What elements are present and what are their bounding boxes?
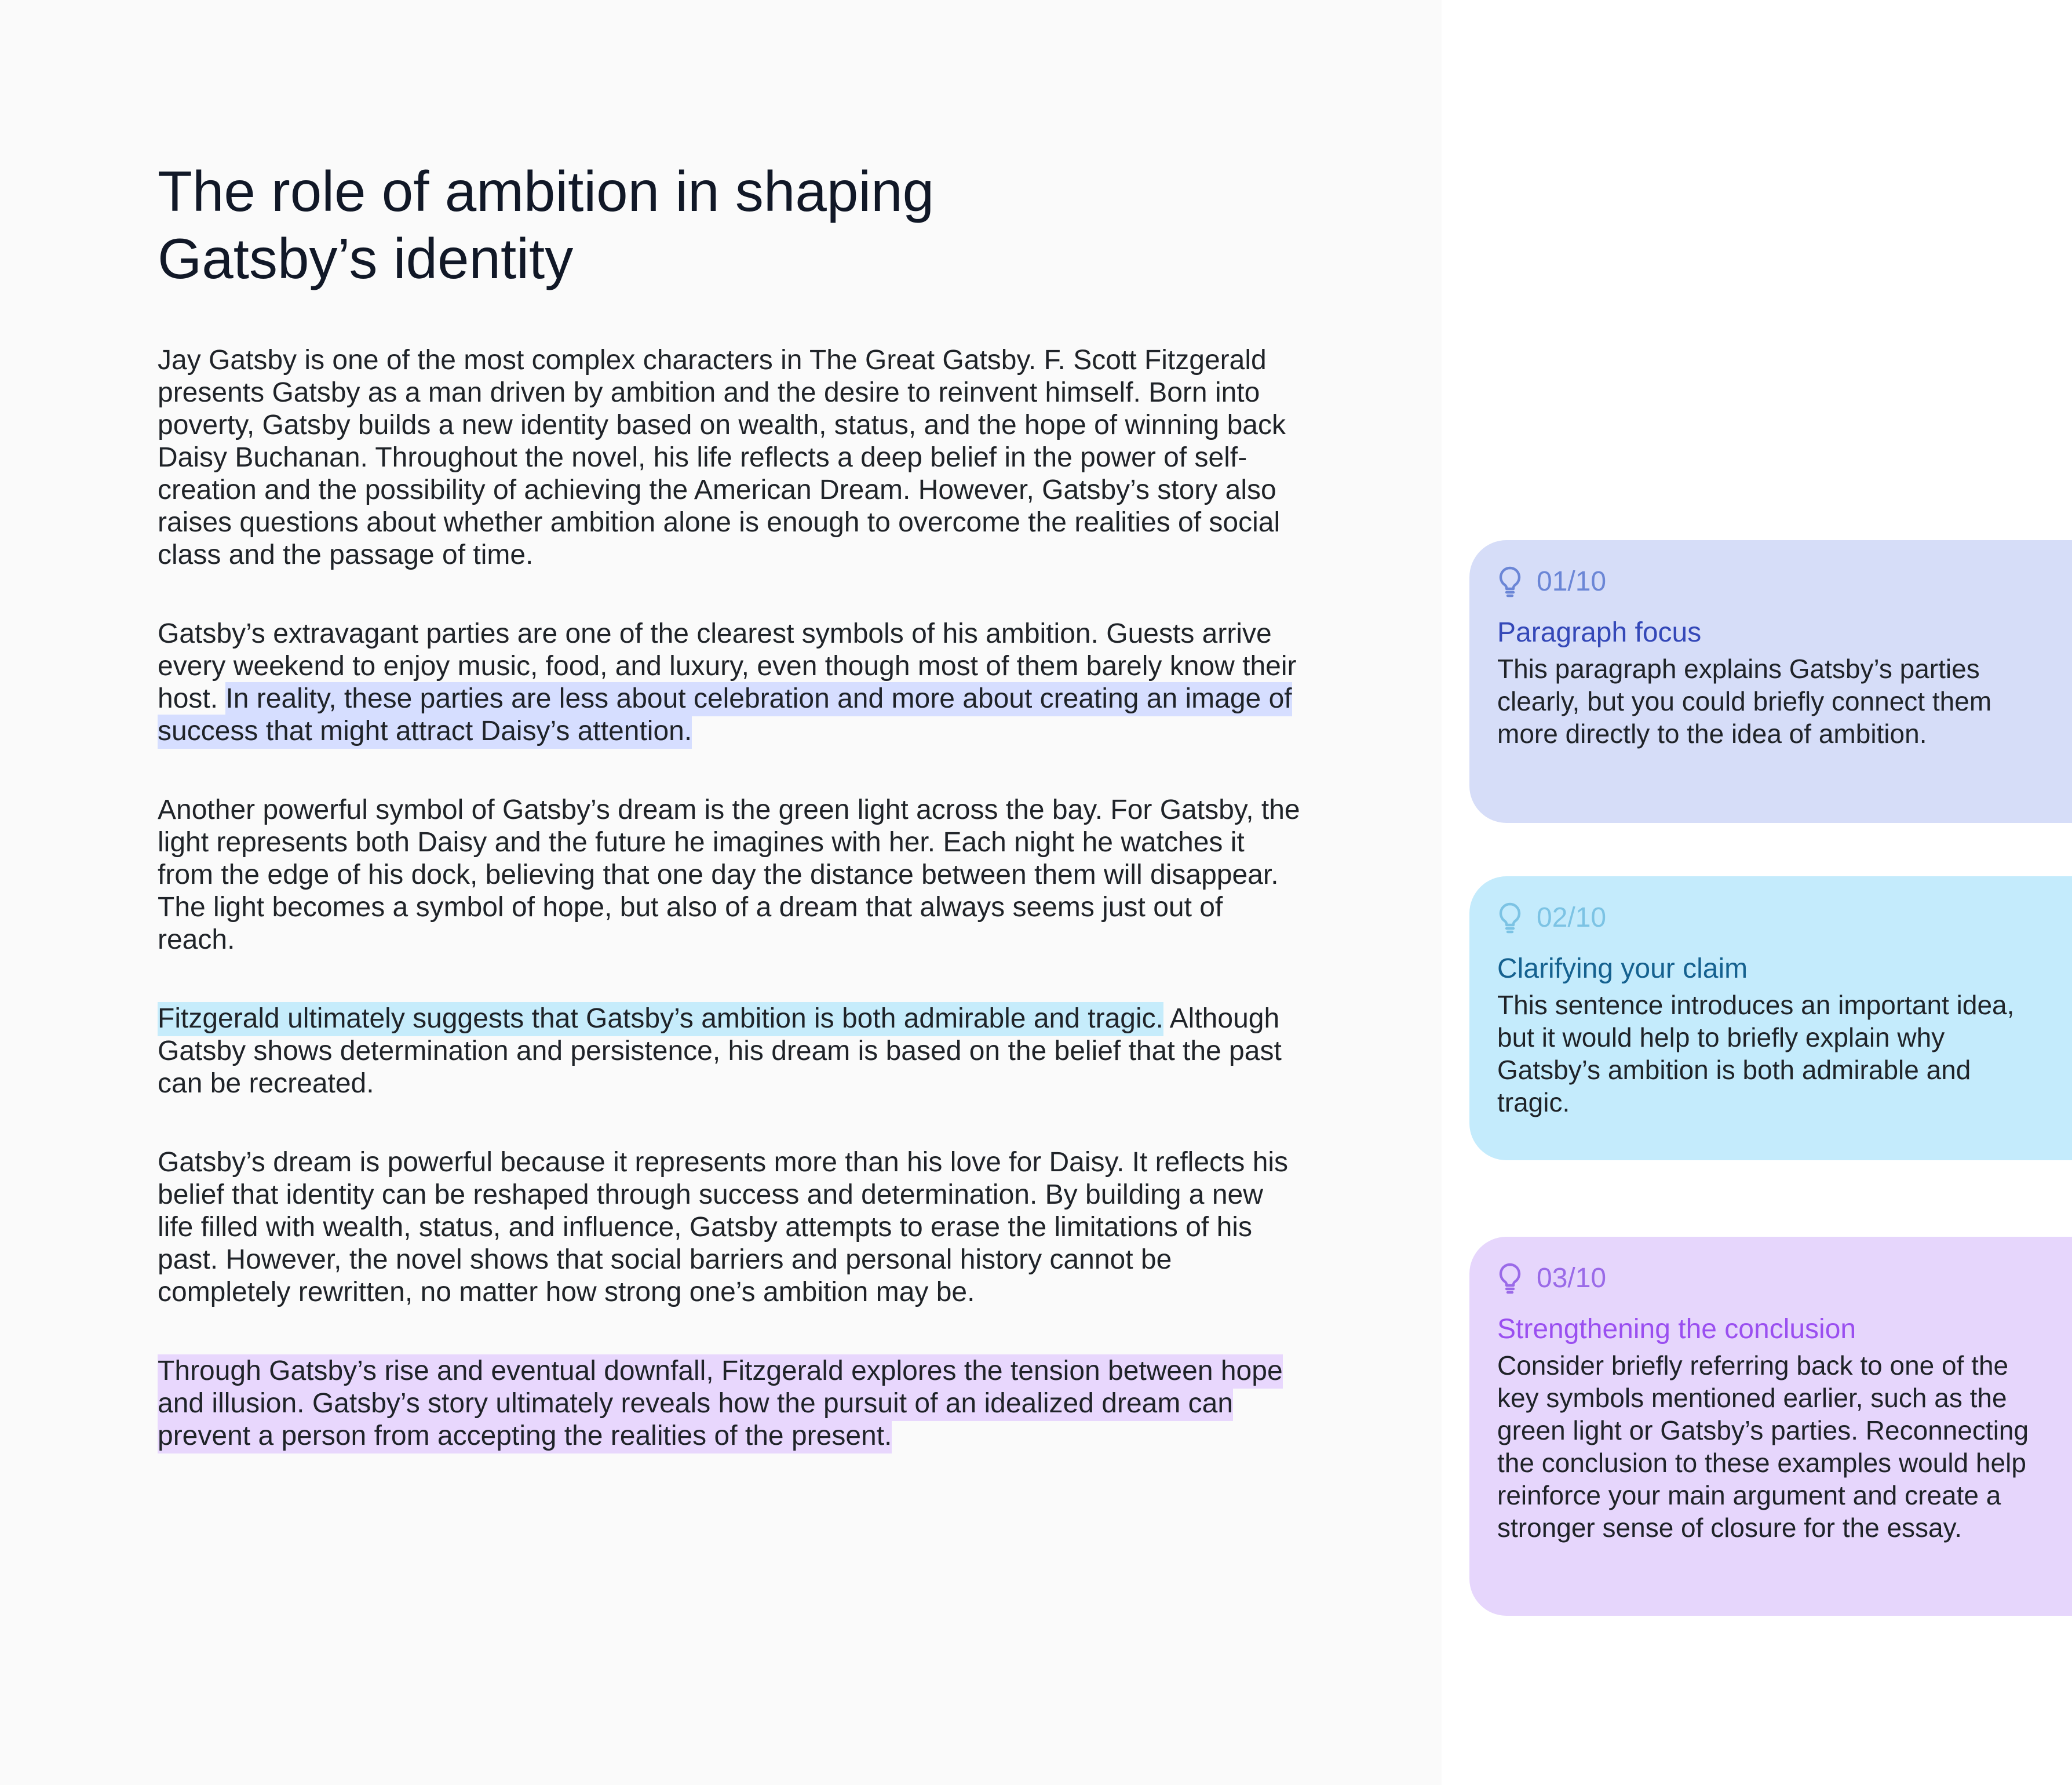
card-title: Clarifying your claim <box>1497 953 1748 984</box>
paragraph-text: Gatsby’s extravagant parties are one of the clearest symbols of his ambition. Guests arrive every weekend to enjoy music, food, and luxury, even though most of them barely know their host. <box>158 618 1297 714</box>
card-title: Strengthening the conclusion <box>1497 1314 1856 1345</box>
card-counter: 02/10 <box>1537 902 1607 933</box>
essay-paragraph-4 <box>158 1003 1305 1100</box>
essay-paragraph-1: Jay Gatsby is one of the most complex characters in The Great Gatsby. F. Scott Fitzgerald presents Gatsby as a man driven by ambition and the desire to reinvent himself. Born into poverty, Gatsby builds a new identity based on wealth, status, and the hope of winning back Daisy Buchanan. Throughout the novel, his life reflects a deep belief in the power of self-creation and the possibility of achieving the American Dream. However, Gatsby’s story also raises questions about whether ambition alone is enough to overcome the realities of social class and the passage of time. <box>158 345 1286 570</box>
card-header <box>1497 899 2044 937</box>
essay-paragraph-6 <box>158 1355 1305 1452</box>
card-header <box>1497 1260 2044 1297</box>
lightbulb-icon <box>1497 1262 1523 1295</box>
highlighted-sentence-1[interactable]: In reality, these parties are less about celebration and more about creating an image of success that might attract Daisy’s attention. <box>158 682 1292 749</box>
card-counter: 03/10 <box>1537 1263 1607 1294</box>
card-body: Consider briefly referring back to one of the key symbols mentioned earlier, such as the green light or Gatsby’s parties. Reconnecting the conclusion to these examples would help reinforce your main argument and create a stronger sense of closure for the essay. <box>1497 1350 2029 1543</box>
card-header <box>1497 563 2044 600</box>
essay-title: The role of ambition in shaping Gatsby’s identity <box>158 159 935 290</box>
feedback-card-2[interactable] <box>1469 876 2072 1160</box>
feedback-card-3[interactable] <box>1469 1237 2072 1616</box>
card-body: This sentence introduces an important idea, but it would help to briefly explain why Gatsby’s ambition is both admirable and tragic. <box>1497 990 2015 1117</box>
card-body: This paragraph explains Gatsby’s parties clearly, but you could briefly connect them more directly to the idea of ambition. <box>1497 654 1992 749</box>
card-counter: 01/10 <box>1537 566 1607 597</box>
essay-paragraph-2 <box>158 618 1305 748</box>
lightbulb-icon <box>1497 566 1523 598</box>
card-title: Paragraph focus <box>1497 617 1702 648</box>
highlighted-sentence-2[interactable]: Fitzgerald ultimately suggests that Gatsby’s ambition is both admirable and tragic. <box>158 1002 1163 1036</box>
essay-paragraph-3: Another powerful symbol of Gatsby’s dream is the green light across the bay. For Gatsby, the light represents both Daisy and the future he imagines with her. Each night he watches it from the edge of his dock, believing that one day the distance between them will disappear. The light becomes a symbol of hope, but also of a dream that always seems just out of reach. <box>158 795 1300 955</box>
paragraph-text: Although Gatsby shows determination and persistence, his dream is based on the belief that the past can be recreated. <box>158 1003 1282 1099</box>
lightbulb-icon <box>1497 902 1523 934</box>
essay <box>158 158 1305 1452</box>
feedback-card-1[interactable] <box>1469 540 2072 823</box>
essay-paragraph-5: Gatsby’s dream is powerful because it represents more than his love for Daisy. It reflects his belief that identity can be reshaped through success and determination. By building a new life filled with wealth, status, and influence, Gatsby attempts to erase the limitations of his past. However, the novel shows that social barriers and personal history cannot be completely rewritten, no matter how strong one’s ambition may be. <box>158 1147 1289 1307</box>
highlighted-sentence-3[interactable]: Through Gatsby’s rise and eventual downfall, Fitzgerald explores the tension between hope and illusion. Gatsby’s story ultimately reveals how the pursuit of an idealized dream can prevent a person from accepting the realities of the present. <box>158 1354 1283 1454</box>
